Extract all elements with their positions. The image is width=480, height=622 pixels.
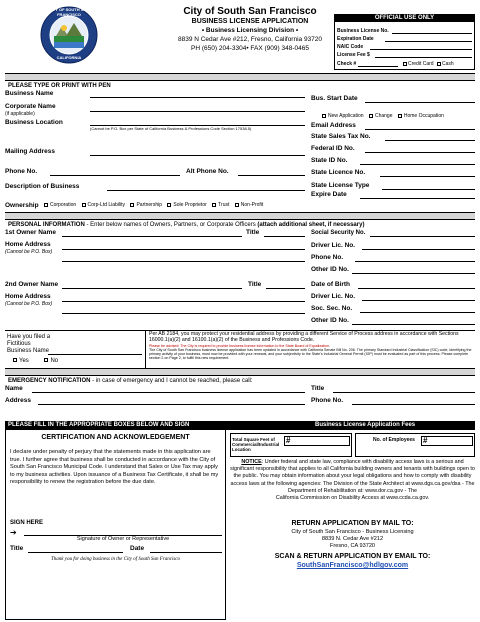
fee-field[interactable]: [375, 57, 472, 58]
state-license-type-field[interactable]: [382, 189, 475, 190]
division: • Business Licensing Division •: [201, 27, 299, 34]
mail-line-1: City of South San Francisco - Business Licensing: [291, 529, 414, 535]
credit-card-checkbox[interactable]: [403, 62, 407, 66]
official-check: Check #: [337, 61, 357, 67]
sign-title-label: Title: [10, 545, 24, 552]
start-date-field[interactable]: [365, 102, 475, 103]
new-app-label: New Application: [328, 113, 364, 119]
cash-label: Cash: [442, 61, 454, 67]
emergency-name-label: Name: [5, 385, 23, 392]
ownership-sole-checkbox[interactable]: [167, 203, 171, 207]
sb206-text: The City of South San Francisco business license application has been updated in accordance with California Senate Bill No. 206. The primary Standard Industrial Classification (SIC) code, identifying the primary activity of your business, must now be provided with your renewal, and your subjectivity to the State's Industrial General Permit (IGP) must be evaluated as part of this process. Please complete section 2 on Page 2, to fulfill this new requirement.: [149, 348, 472, 361]
state-license-type-label: State License Type: [311, 182, 370, 189]
disability-notice: [230, 459, 475, 502]
notice-last: California Commission on Disability Access at www.ccda.ca.gov.: [275, 495, 430, 502]
owner1-other-id-field[interactable]: [352, 273, 475, 274]
seal-bottom-text: CALIFORNIA: [56, 55, 82, 60]
header-address: 8839 N Cedar Ave #212, Fresno, California 93720: [177, 36, 323, 43]
employees-input[interactable]: [421, 436, 473, 446]
opt-nonprofit: Non-Profit: [240, 202, 264, 208]
change-label: Change: [374, 113, 393, 119]
opt-sole: Sole Proprietor: [173, 202, 207, 208]
opt-corp-ltd: Corp-Ltd Liability: [87, 202, 126, 208]
naic-field[interactable]: [370, 49, 472, 50]
owner1-no-po: (Cannot be P.O. Box): [5, 249, 53, 255]
description-label: Description of Business: [5, 183, 80, 190]
phone-label: Phone No.: [5, 168, 38, 175]
fict-no-checkbox[interactable]: [44, 358, 48, 362]
state-licence-label: State Licence No.: [311, 169, 366, 176]
email-field[interactable]: [365, 129, 475, 130]
mail-line-2: 8839 N. Cedar Ave #212: [321, 536, 384, 542]
sales-tax-field[interactable]: [385, 140, 475, 141]
sales-tax-label: State Sales Tax No.: [311, 133, 371, 140]
opt-corporation: Corporation: [50, 202, 77, 208]
fict-yes-checkbox[interactable]: [13, 358, 17, 362]
state-id-field[interactable]: [360, 164, 475, 165]
expiration-field[interactable]: [385, 41, 472, 42]
emergency-title-label: Title: [311, 385, 325, 392]
ownership-partnership-checkbox[interactable]: [130, 203, 134, 207]
emergency-address-label: Address: [5, 397, 32, 404]
fict-no-label: No: [50, 358, 59, 364]
fict-yes-label: Yes: [19, 358, 29, 364]
sqft-label: Total Square Feet of Commercial/Industrial Location: [232, 437, 280, 453]
ownership-trust-checkbox[interactable]: [212, 203, 216, 207]
owner2-soc-field[interactable]: [360, 312, 475, 313]
notice-text: : Under federal and state law, compliance with disability access laws is a serious and significant responsibility that applies to all California building owners and tenants with buildings open to the public. You may obtain information about your legal obligations and how to comply with disability access laws at the following agencies: The Division of the State Architect at www.dgs.ca.gov/dsa - The Department of Rehabilitation at: www.dor.ca.gov - The: [230, 459, 475, 494]
sign-date-field[interactable]: [150, 552, 222, 553]
start-date-label: Bus. Start Date: [311, 95, 358, 102]
ownership-label: Ownership: [5, 202, 39, 209]
mail-title: RETURN APPLICATION BY MAIL TO:: [291, 520, 414, 527]
mailing-address-label: Mailing Address: [5, 148, 55, 155]
owner1-home-label: Home Address: [5, 241, 51, 248]
home-occupation-checkbox[interactable]: [398, 114, 402, 118]
if-applicable-note: (if applicable): [5, 111, 35, 117]
employees-label: No. of Employees: [373, 437, 415, 443]
emergency-phone-field[interactable]: [352, 404, 475, 405]
emergency-address-field[interactable]: [38, 404, 305, 405]
emergency-bar-rest: - in case of emergency and I cannot be reached, please call:: [90, 378, 253, 384]
federal-id-field[interactable]: [365, 152, 475, 153]
fict-q1: Have you filed a: [7, 334, 51, 340]
owner2-no-po: (Cannot be P.O. Box): [5, 301, 53, 307]
personal-bar-attach: (attach additional sheet, if necessary): [257, 222, 365, 228]
location-note: (Cannot be P.O. Box per State of California Business & Professions Code Section 17538.5): [90, 126, 252, 131]
owner2-dob-label: Date of Birth: [311, 281, 350, 288]
cash-checkbox[interactable]: [437, 62, 441, 66]
owner2-label: 2nd Owner Name: [5, 281, 59, 288]
ab2184-text: Per AB 2184, you may protect your residential address by providing a different Service of Process address in accordance with Sections 16000.1(a)(2) and 16100.1(a)(2) of the Business and Professions Code.: [149, 331, 459, 344]
return-email-link[interactable]: SouthSanFrancisco@hdlgov.com: [296, 562, 409, 569]
fict-q2: Fictitious: [7, 341, 31, 347]
emergency-bar: [5, 368, 475, 384]
city-title: City of South San Francisco: [183, 6, 317, 17]
seal-top-text: CITY OF SOUTH SAN FRANCISCO: [48, 7, 90, 17]
alt-phone-field[interactable]: [238, 175, 305, 176]
owner1-home-field-2[interactable]: [62, 261, 305, 262]
opt-partnership: Partnership: [136, 202, 163, 208]
opt-trust: Trust: [218, 202, 230, 208]
state-id-label: State ID No.: [311, 157, 348, 164]
owner2-driver-label: Driver Lic. No.: [311, 293, 356, 300]
owner1-driver-field[interactable]: [362, 249, 475, 250]
email-title: SCAN & RETURN APPLICATION BY EMAIL TO:: [274, 553, 431, 560]
credit-card-label: Credit Card: [408, 61, 434, 67]
cert-body: I declare under penalty of perjury that the statements made in this application are true. I further agree that business shall be conducted in accordance with the City of South San Francisco Municipal Code. I understand that Sales or Use Tax may apply to my business activities. Upon issuance of a Business Tax Certificate, it shall be my responsibility to renew the registration before the due date.: [10, 449, 219, 486]
change-checkbox[interactable]: [369, 114, 373, 118]
sign-arrow-icon: ➔: [10, 528, 17, 537]
fill-sign-text: PLEASE FILL IN THE APPROPRIATE BOXES BELOW AND SIGN: [8, 422, 190, 428]
corp-name-label: Corporate Name: [5, 103, 56, 110]
ownership-nonprofit-checkbox[interactable]: [235, 203, 239, 207]
form-title: BUSINESS LICENSE APPLICATION: [191, 18, 309, 25]
phone-field[interactable]: [50, 175, 180, 176]
sign-here-label: SIGN HERE: [10, 520, 44, 526]
section-type-or-print-bar: [5, 73, 475, 89]
owner2-driver-field[interactable]: [362, 300, 475, 301]
personal-bar-bold: PERSONAL INFORMATION: [8, 222, 85, 228]
owner2-field[interactable]: [62, 288, 242, 289]
owner1-label: 1st Owner Name: [5, 229, 56, 236]
official-fee: License Fee $: [337, 52, 370, 58]
owner2-home-label: Home Address: [5, 293, 51, 300]
official-license-no: Business License No.: [337, 28, 389, 34]
check-field[interactable]: [358, 66, 398, 67]
official-naic: NAIC Code: [337, 44, 364, 50]
owner2-title-label: Title: [248, 281, 262, 288]
owner2-dob-field[interactable]: [358, 288, 475, 289]
personal-info-bar: [5, 212, 475, 228]
alt-phone-label: Alt Phone No.: [186, 168, 229, 175]
owner2-soc-label: Soc. Sec. No.: [311, 305, 353, 312]
official-expiration: Expiration Date: [337, 36, 374, 42]
application-type: [318, 113, 444, 119]
bar-text: PLEASE TYPE OR PRINT WITH PEN: [8, 83, 111, 89]
license-no-field[interactable]: [392, 33, 472, 34]
header-phone: PH (650) 204-3304• FAX (909) 348-0465: [191, 45, 309, 52]
ownership-corporation-checkbox[interactable]: [44, 203, 48, 207]
new-application-checkbox[interactable]: [322, 114, 326, 118]
owner1-driver-label: Driver Lic. No.: [311, 242, 356, 249]
mailing-field[interactable]: [90, 155, 305, 156]
signature-label: Signature of Owner or Representative: [76, 536, 170, 542]
email-label: Email Address: [311, 122, 356, 129]
business-location-label: Business Location: [5, 119, 63, 126]
emergency-phone-label: Phone No.: [311, 397, 344, 404]
fictitious-divider: [145, 330, 146, 368]
federal-id-label: Federal ID No.: [311, 145, 355, 152]
sign-date-label: Date: [130, 545, 145, 552]
owner1-ssn-field[interactable]: [370, 236, 475, 237]
mail-line-3: Fresno, CA 93720: [329, 543, 376, 549]
owner1-title-label: Title: [246, 229, 260, 236]
fict-q3: Business Name: [7, 348, 50, 354]
thank-you-note: Thank you for doing business in the City of South San Francisco: [50, 557, 181, 562]
sqft-input[interactable]: [284, 436, 350, 446]
owner2-other-id-field[interactable]: [352, 324, 475, 325]
owner2-other-id-label: Other ID No.: [311, 317, 349, 324]
state-licence-field[interactable]: [380, 176, 475, 177]
ownership-corp-ltd-checkbox[interactable]: [82, 203, 86, 207]
fictitious-name-field[interactable]: [48, 354, 142, 355]
emergency-bar-bold: EMERGENCY NOTIFICATION: [8, 378, 91, 384]
personal-bar-rest: - Enter below names of Owners, Partners, or Corporate Officers: [84, 222, 258, 228]
emergency-name-field[interactable]: [32, 392, 305, 393]
notice-bold: NOTICE: [241, 459, 262, 465]
owner1-phone-label: Phone No.: [311, 254, 344, 261]
owner1-home-field-1[interactable]: [62, 249, 305, 250]
owner2-home-field-1[interactable]: [62, 301, 305, 302]
official-use-title: OFFICIAL USE ONLY: [335, 15, 474, 22]
corp-name-field[interactable]: [90, 111, 305, 112]
cert-title: CERTIFICATION AND ACKNOWLEDGEMENT: [41, 434, 190, 441]
owner1-phone-field[interactable]: [355, 261, 475, 262]
sign-title-field[interactable]: [28, 552, 123, 553]
emergency-title-field[interactable]: [333, 392, 475, 393]
expire-date-label: Expire Date: [311, 191, 347, 198]
owner1-ssn-label: Social Security No.: [311, 230, 366, 236]
ownership-options: [40, 202, 263, 208]
description-field[interactable]: [107, 190, 305, 191]
business-name-field[interactable]: [90, 97, 305, 98]
sbe-red-notice: Please be advised: The City is required to provide business license information to the State Board of Equalization.: [149, 344, 330, 348]
owner2-title-field[interactable]: [266, 288, 305, 289]
owner1-title-field[interactable]: [264, 236, 305, 237]
business-name-label: Business Name: [5, 90, 54, 97]
owner1-other-id-label: Other ID No.: [311, 266, 349, 273]
fict-yes-no: [9, 358, 58, 365]
owner1-field[interactable]: [62, 236, 242, 237]
fees-bar-text: Business License Application Fees: [315, 422, 416, 428]
expire-date-field[interactable]: [360, 198, 475, 199]
home-occ-label: Home Occupation: [403, 113, 444, 119]
owner2-home-field-2[interactable]: [62, 313, 305, 314]
employees-hash: #: [423, 436, 428, 445]
sqft-hash: #: [286, 436, 291, 445]
